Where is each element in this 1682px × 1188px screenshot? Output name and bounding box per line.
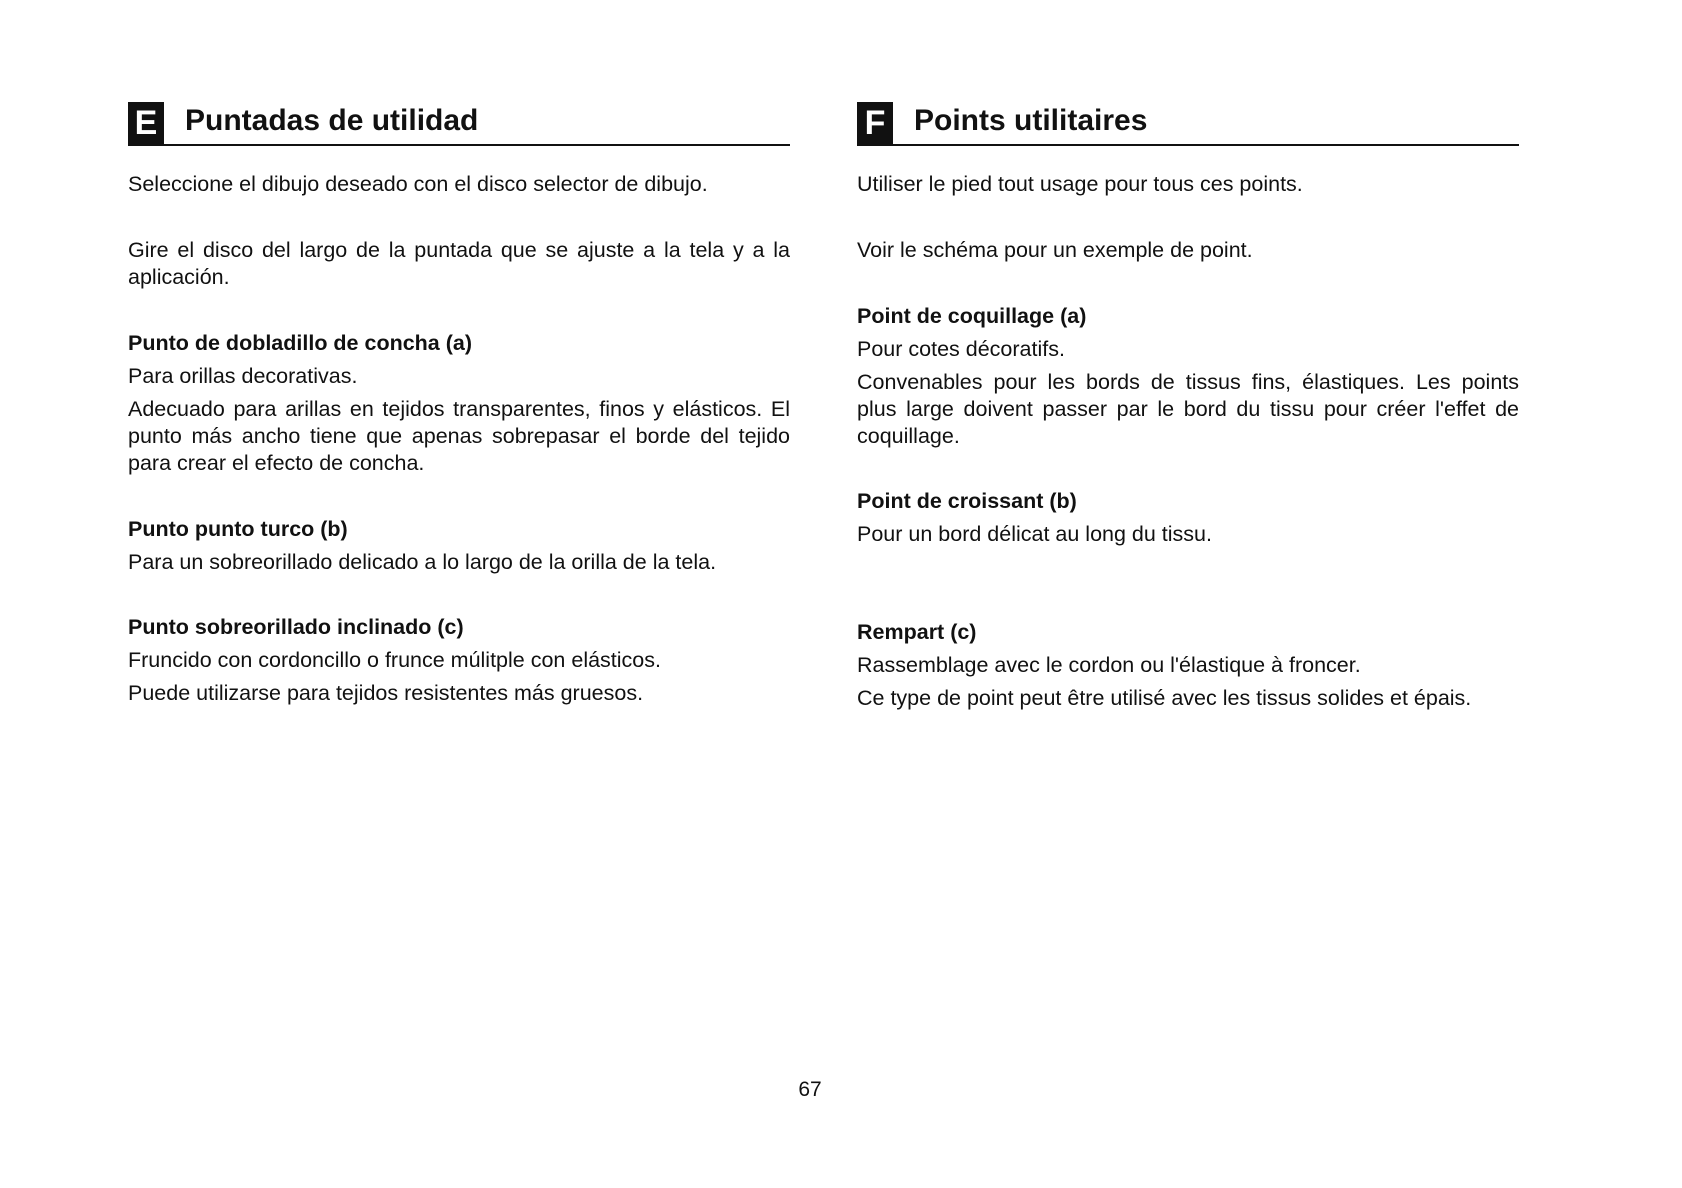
- stitch-description: Puede utilizarse para tejidos resistentes más gruesos.: [128, 681, 644, 705]
- stitch-heading: Punto sobreorillado inclinado (c): [128, 615, 464, 639]
- spanish-section-header: [128, 102, 790, 146]
- stitch-description: Para orillas decorativas.: [128, 364, 358, 388]
- intro-paragraph: [857, 237, 1519, 264]
- stitch-heading: Point de croissant (b): [857, 489, 1077, 513]
- stitch-description: Convenables pour les bords de tissus fins, élastiques. Les points plus large doivent passer par le bord du tissu pour créer l'effet de coquillage.: [857, 370, 1519, 448]
- language-badge-e: E: [128, 102, 164, 144]
- spanish-section: [128, 102, 790, 705]
- stitch-heading: Point de coquillage (a): [857, 304, 1087, 328]
- stitch-description: Pour un bord délicat au long du tissu.: [857, 522, 1212, 546]
- page-number: 67: [798, 1078, 822, 1101]
- intro-text: Voir le schéma pour un exemple de point.: [857, 238, 1253, 262]
- stitch-description: Ce type de point peut être utilisé avec les tissus solides et épais.: [857, 686, 1472, 710]
- french-section: [857, 102, 1519, 710]
- stitch-item: [128, 614, 790, 707]
- section-title: Puntadas de utilidad: [185, 104, 479, 137]
- stitch-heading: Punto de dobladillo de concha (a): [128, 331, 473, 355]
- stitch-item: [857, 303, 1519, 450]
- stitch-description: Rassemblage avec le cordon ou l'élastique à froncer.: [857, 653, 1361, 677]
- language-badge-f: F: [857, 102, 893, 144]
- stitch-item: [128, 330, 790, 477]
- section-title: Points utilitaires: [914, 104, 1148, 137]
- stitch-heading: Punto punto turco (b): [128, 517, 348, 541]
- stitch-description: Adecuado para arillas en tejidos transparentes, finos y elásticos. El punto más ancho tiene que apenas sobrepasar el borde del tejido para crear el efecto de concha.: [128, 397, 790, 475]
- intro-paragraph: [128, 171, 790, 198]
- intro-paragraph: [857, 171, 1519, 198]
- intro-text: Utiliser le pied tout usage pour tous ces points.: [857, 172, 1303, 196]
- intro-text: Gire el disco del largo de la puntada que se ajuste a la tela y a la aplicación.: [128, 238, 790, 289]
- stitch-item: [857, 488, 1519, 548]
- stitch-item: [857, 619, 1519, 712]
- intro-paragraph: [128, 237, 790, 291]
- stitch-description: Para un sobreorillado delicado a lo largo de la orilla de la tela.: [128, 550, 717, 574]
- stitch-heading: Rempart (c): [857, 620, 977, 644]
- stitch-description: Fruncido con cordoncillo o frunce múlitple con elásticos.: [128, 648, 661, 672]
- french-section-header: [857, 102, 1519, 146]
- stitch-item: [128, 516, 790, 576]
- stitch-description: Pour cotes décoratifs.: [857, 337, 1065, 361]
- intro-text: Seleccione el dibujo deseado con el disco selector de dibujo.: [128, 172, 708, 196]
